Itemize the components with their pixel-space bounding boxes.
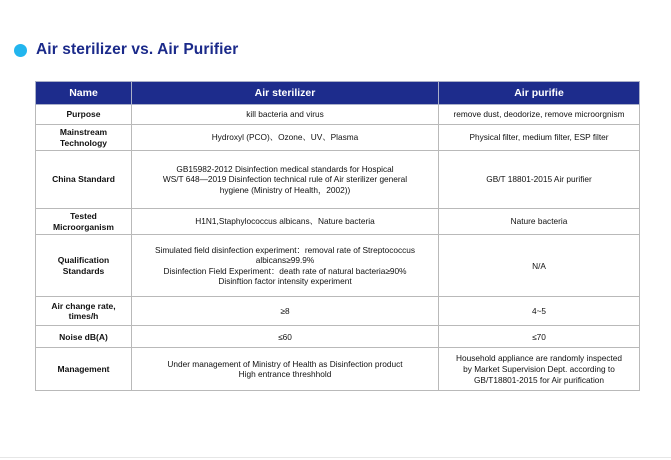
cell-text-line: WS/T 648—2019 Disinfection technical rule of Air sterilizer general [162, 174, 408, 185]
cell-sterilizer [132, 151, 439, 209]
cell-text-line: remove dust, deodorize, remove microorgnism [453, 109, 625, 120]
cell-purifier [439, 297, 640, 326]
bullet-dot-icon [14, 44, 27, 57]
cell-text-line: Microorganism [53, 221, 114, 232]
table-header-row [36, 82, 640, 105]
header-air-purifier: Air purifie [439, 82, 640, 105]
cell-text-line: albicans≥99.9% [255, 255, 315, 266]
cell-purifier [439, 235, 640, 297]
cell-label [36, 209, 132, 235]
cell-text-line: Management [57, 364, 110, 375]
cell-sterilizer [132, 105, 439, 125]
footer-divider [0, 457, 671, 458]
cell-purifier [439, 151, 640, 209]
cell-text-line: hygiene (Ministry of Health，2002)) [219, 184, 351, 195]
cell-text-line: Nature bacteria [510, 216, 568, 227]
table-row-tested-microorganism [36, 209, 640, 235]
cell-text-line: Tested [70, 211, 97, 222]
cell-label [36, 326, 132, 348]
cell-text-line: High entrance threshhold [238, 369, 332, 380]
cell-label [36, 151, 132, 209]
cell-text-line: Disinfection Field Experiment：death rate of natural bacteria≥90% [163, 265, 407, 276]
table-row-air-change-rate [36, 297, 640, 326]
table-row-mainstream-technology [36, 125, 640, 151]
cell-text-line: Simulated field disinfection experiment：removal rate of Streptococcus [154, 244, 416, 255]
comparison-table [35, 81, 640, 391]
cell-sterilizer [132, 235, 439, 297]
cell-text-line: ≤70 [532, 331, 546, 342]
page-title: Air sterilizer vs. Air Purifier [36, 41, 239, 58]
cell-text-line: ≤60 [278, 331, 292, 342]
cell-purifier [439, 326, 640, 348]
cell-purifier [439, 348, 640, 391]
cell-text-line: Disinftion factor intensity experiment [218, 276, 352, 287]
cell-sterilizer [132, 348, 439, 391]
cell-text-line: Air change rate, [51, 300, 116, 311]
cell-label [36, 125, 132, 151]
table-row-management [36, 348, 640, 391]
cell-text-line: 4~5 [531, 306, 547, 317]
cell-text-line: by Market Supervision Dept. according to [463, 364, 615, 375]
cell-text-line: Purpose [66, 109, 101, 120]
cell-label [36, 348, 132, 391]
cell-purifier [439, 105, 640, 125]
cell-text-line: GB/T18801-2015 for Air purification [473, 374, 605, 385]
cell-text-line: Noise dB(A) [59, 331, 108, 342]
cell-text-line: Qualification [57, 255, 110, 266]
table-row-purpose [36, 105, 640, 125]
cell-text-line: N/A [532, 260, 546, 271]
cell-label [36, 235, 132, 297]
cell-text-line: Household appliance are randomly inspected [455, 353, 623, 364]
cell-sterilizer [132, 297, 439, 326]
cell-text-line: Under management of Ministry of Health as Disinfection product [167, 358, 403, 369]
cell-text-line: China Standard [52, 174, 115, 185]
cell-sterilizer [132, 209, 439, 235]
table-row-china-standard [36, 151, 640, 209]
cell-text-line: ≥8 [280, 306, 290, 317]
cell-text-line: times/h [68, 311, 99, 322]
cell-text-line: Standards [62, 265, 105, 276]
cell-label [36, 297, 132, 326]
cell-purifier [439, 125, 640, 151]
cell-text-line: Technology [59, 137, 108, 148]
cell-text-line: GB/T 18801-2015 Air purifier [486, 174, 592, 185]
cell-sterilizer [132, 125, 439, 151]
cell-text-line: Hydroxyl (PCO)、Ozone、UV、Plasma [211, 132, 359, 143]
cell-text-line: H1N1,Staphylococcus albicans、Nature bacteria [195, 216, 375, 227]
cell-label [36, 105, 132, 125]
table-row-qualification-standards [36, 235, 640, 297]
cell-text-line: Physical filter, medium filter, ESP filter [469, 132, 609, 143]
header-air-sterilizer: Air sterilizer [132, 82, 439, 105]
header-name: Name [36, 82, 132, 105]
cell-text-line: GB15982-2012 Disinfection medical standards for Hospical [176, 163, 394, 174]
cell-sterilizer [132, 326, 439, 348]
cell-purifier [439, 209, 640, 235]
cell-text-line: kill bacteria and virus [246, 109, 324, 120]
table-row-noise [36, 326, 640, 348]
section-header [14, 41, 238, 59]
cell-text-line: Mainstream [59, 127, 108, 137]
